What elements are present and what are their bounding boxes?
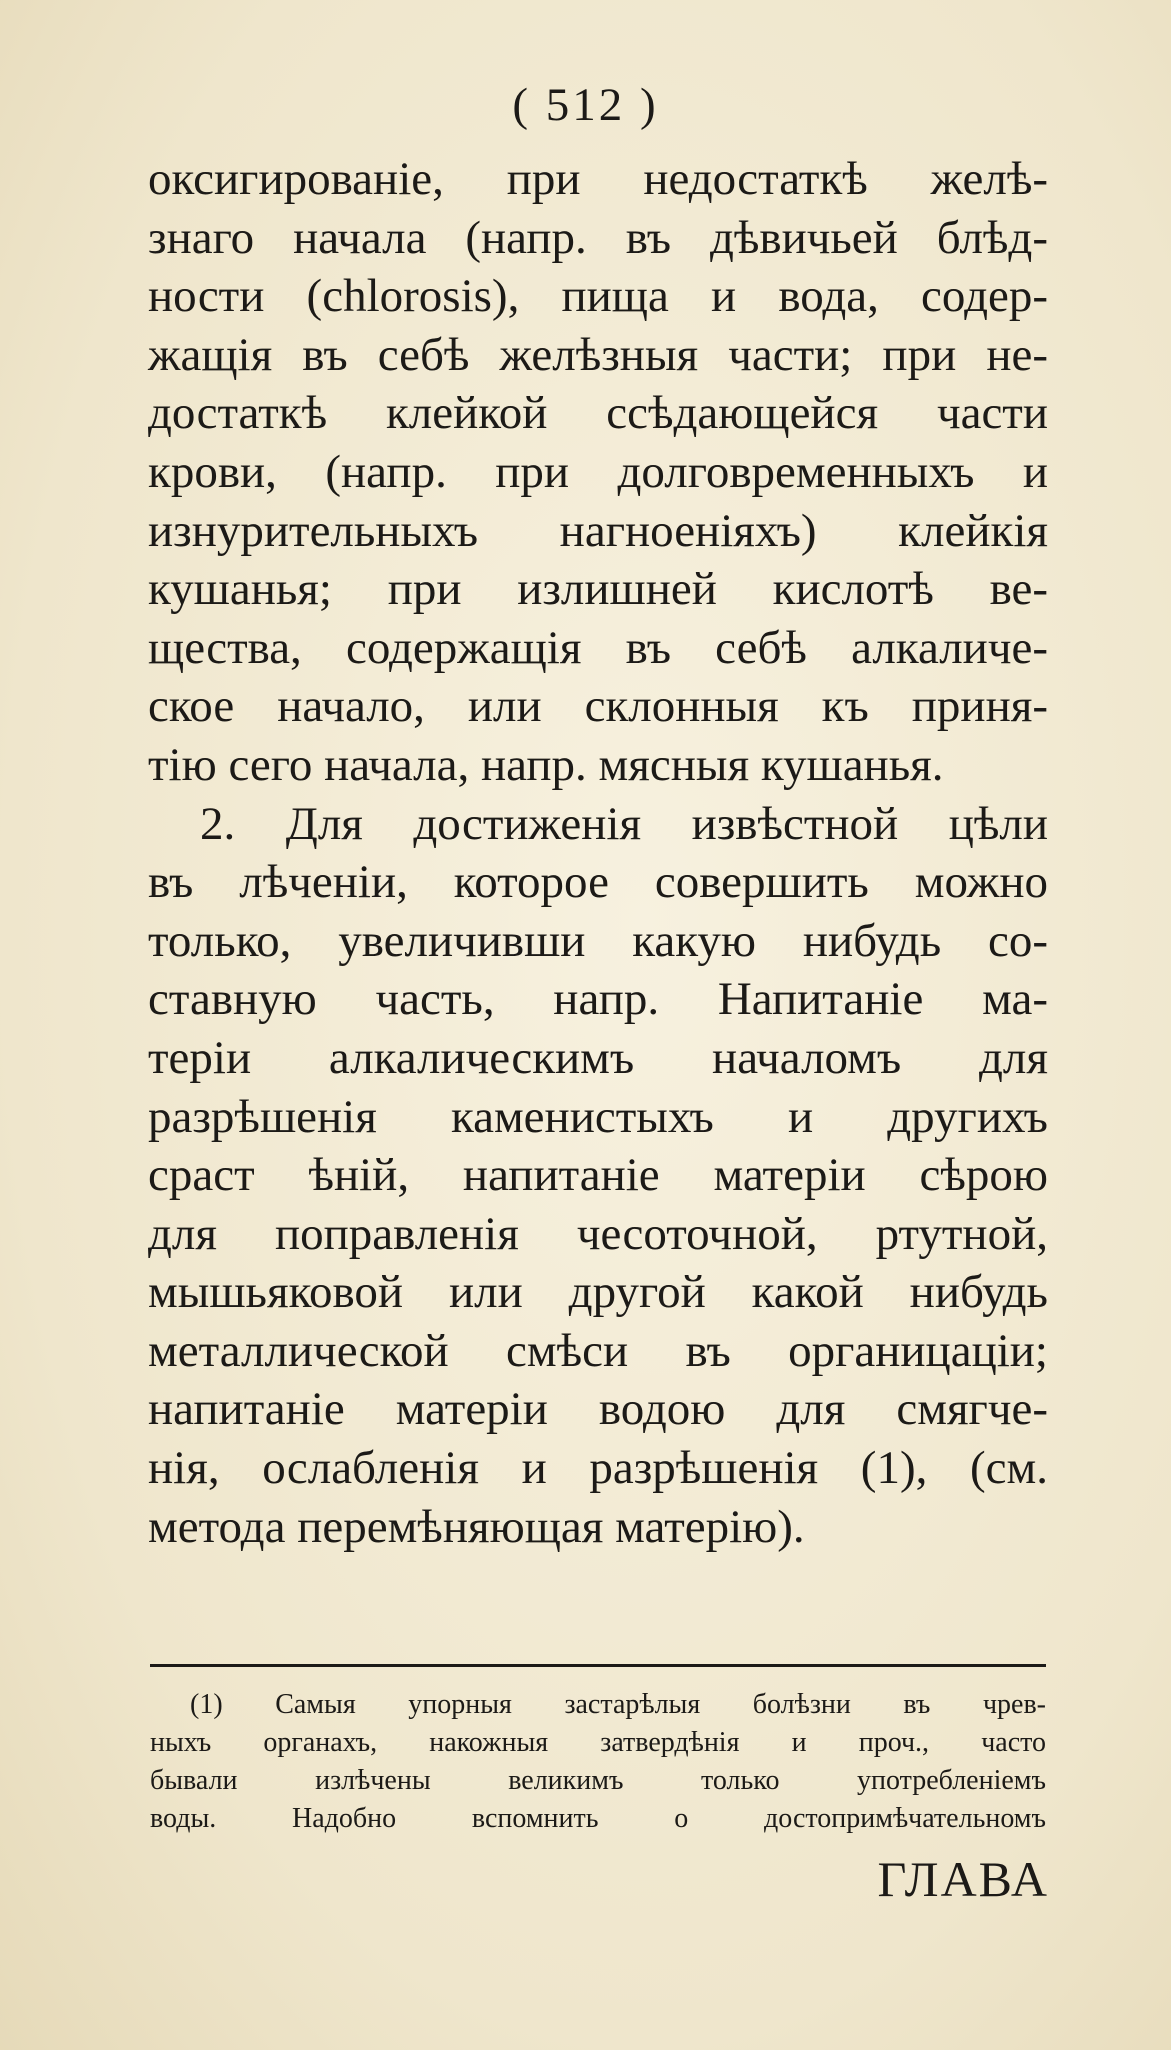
text-line: ставную часть, напр. Напитанiе ма-: [148, 973, 1048, 1026]
text-line: разрѣшенiя каменистыхъ и другихъ: [148, 1090, 1048, 1143]
text-line: терiи алкалическимъ началомъ для: [148, 1031, 1048, 1084]
footnote-line: (1) Самыя упорныя застарѣлыя болѣзни въ чрев-: [190, 1689, 1046, 1720]
text-line: ское начало, или склонныя къ приня-: [148, 680, 1048, 733]
text-line: для поправленiя чесоточной, ртутной,: [148, 1207, 1048, 1260]
footnote-line: воды. Надобно вспомнить о достопримѣчательномъ: [150, 1803, 1046, 1834]
text-line: достаткѣ клейкой ссѣдающейся части: [148, 387, 1048, 440]
text-line: напитанiе матерiи водою для смягче-: [148, 1383, 1048, 1436]
text-line: оксигированiе, при недостаткѣ желѣ-: [148, 153, 1048, 205]
page-number: ( 512 ): [512, 79, 659, 131]
text-line: мышьяковой или другой какой нибудь: [148, 1266, 1048, 1319]
text-line: крови, (напр. при долговременныхъ и: [148, 445, 1048, 498]
text-line: нiя, ослабленiя и разрѣшенiя (1), (см.: [148, 1442, 1048, 1495]
text-line: жащiя въ себѣ желѣзныя части; при не-: [148, 328, 1048, 381]
footnote-divider: [150, 1664, 1046, 1667]
text-line: кушанья; при излишней кислотѣ ве-: [148, 563, 1048, 616]
catchword: ГЛАВА: [877, 1851, 1049, 1907]
text-line: только, увеличивши какую нибудь со-: [148, 914, 1048, 967]
footnote-block: [150, 1686, 1046, 1838]
main-text-block: [148, 150, 1048, 1556]
text-line: сраст ѣнiй, напитанiе матерiи сѣрою: [148, 1149, 1048, 1202]
text-line: въ лѣченiи, которое совершить можно: [148, 856, 1048, 909]
footnote-line: бывали излѣчены великимъ только употребленiемъ: [150, 1765, 1046, 1796]
text-line: знаго начала (напр. въ дѣвичьей блѣд-: [148, 211, 1048, 264]
text-line: ности (chlorosis), пища и вода, содер-: [148, 270, 1048, 323]
text-line: изнурительныхъ нагноенiяхъ) клейкiя: [148, 504, 1048, 557]
text-line: тiю сего начала, напр. мясныя кушанья.: [148, 738, 944, 791]
paragraph-start-line: 2. Для достиженiя извѣстной цѣли: [200, 797, 1048, 850]
text-line: метода перемѣняющая матерiю).: [148, 1500, 805, 1553]
footnote-line: ныхъ органахъ, накожныя затвердѣнiя и проч., часто: [150, 1727, 1046, 1758]
text-line: щества, содержащiя въ себѣ алкаличе-: [148, 621, 1048, 674]
text-line: металлической смѣси въ органицацiи;: [148, 1324, 1048, 1377]
